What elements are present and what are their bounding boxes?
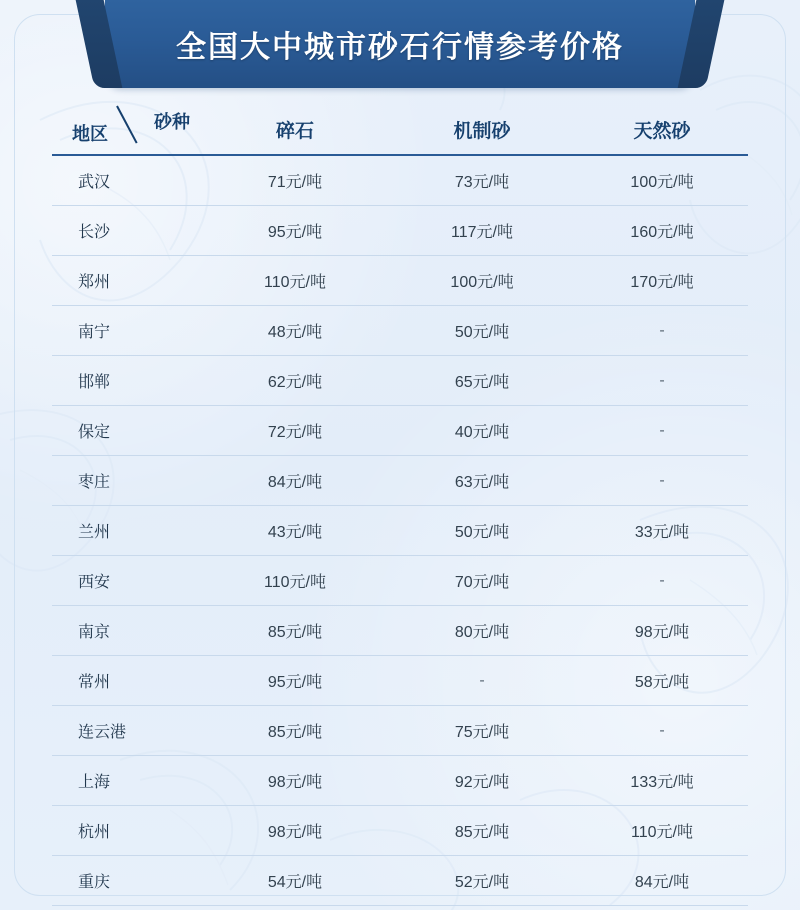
cell-natural-sand: 33元/吨 bbox=[576, 506, 748, 556]
cell-crushed-stone: 95元/吨 bbox=[202, 206, 388, 256]
cell-natural-sand: - bbox=[576, 406, 748, 456]
cell-manufactured-sand: - bbox=[388, 656, 576, 706]
cell-natural-sand: - bbox=[576, 706, 748, 756]
table-row bbox=[52, 656, 748, 706]
column-header-1: 机制砂 bbox=[388, 104, 576, 155]
cell-crushed-stone: 62元/吨 bbox=[202, 356, 388, 406]
cell-natural-sand: 58元/吨 bbox=[576, 656, 748, 706]
row-region: 郑州 bbox=[52, 256, 202, 306]
cell-natural-sand: - bbox=[576, 356, 748, 406]
cell-crushed-stone: 71元/吨 bbox=[202, 155, 388, 206]
table-row bbox=[52, 606, 748, 656]
cell-manufactured-sand: 92元/吨 bbox=[388, 756, 576, 806]
table-row bbox=[52, 256, 748, 306]
cell-manufactured-sand: 80元/吨 bbox=[388, 606, 576, 656]
row-region: 南京 bbox=[52, 606, 202, 656]
cell-crushed-stone: 48元/吨 bbox=[202, 306, 388, 356]
column-header-2: 天然砂 bbox=[576, 104, 748, 155]
cell-natural-sand: 110元/吨 bbox=[576, 806, 748, 856]
table-row bbox=[52, 856, 748, 906]
table-header bbox=[52, 104, 748, 155]
cell-crushed-stone: 72元/吨 bbox=[202, 406, 388, 456]
row-region: 南宁 bbox=[52, 306, 202, 356]
cell-manufactured-sand: 73元/吨 bbox=[388, 155, 576, 206]
corner-row-label: 地区 bbox=[72, 124, 108, 144]
cell-natural-sand: 133元/吨 bbox=[576, 756, 748, 806]
cell-natural-sand: 160元/吨 bbox=[576, 206, 748, 256]
cell-manufactured-sand: 52元/吨 bbox=[388, 856, 576, 906]
row-region: 常州 bbox=[52, 656, 202, 706]
table-row bbox=[52, 155, 748, 206]
cell-crushed-stone: 84元/吨 bbox=[202, 456, 388, 506]
cell-manufactured-sand: 50元/吨 bbox=[388, 506, 576, 556]
cell-manufactured-sand: 100元/吨 bbox=[388, 256, 576, 306]
cell-crushed-stone: 85元/吨 bbox=[202, 606, 388, 656]
table-row bbox=[52, 756, 748, 806]
price-table bbox=[52, 104, 748, 906]
cell-natural-sand: - bbox=[576, 306, 748, 356]
table-row bbox=[52, 456, 748, 506]
cell-manufactured-sand: 50元/吨 bbox=[388, 306, 576, 356]
row-region: 杭州 bbox=[52, 806, 202, 856]
table-row bbox=[52, 356, 748, 406]
cell-natural-sand: 100元/吨 bbox=[576, 155, 748, 206]
row-region: 上海 bbox=[52, 756, 202, 806]
cell-crushed-stone: 54元/吨 bbox=[202, 856, 388, 906]
cell-natural-sand: - bbox=[576, 556, 748, 606]
cell-natural-sand: - bbox=[576, 456, 748, 506]
diagonal-divider-icon bbox=[116, 106, 137, 144]
corner-col-label: 砂种 bbox=[154, 112, 190, 132]
row-region: 连云港 bbox=[52, 706, 202, 756]
cell-crushed-stone: 98元/吨 bbox=[202, 806, 388, 856]
table-row bbox=[52, 806, 748, 856]
cell-crushed-stone: 110元/吨 bbox=[202, 556, 388, 606]
cell-manufactured-sand: 63元/吨 bbox=[388, 456, 576, 506]
row-region: 兰州 bbox=[52, 506, 202, 556]
row-region: 邯郸 bbox=[52, 356, 202, 406]
cell-natural-sand: 170元/吨 bbox=[576, 256, 748, 306]
table-header-row bbox=[52, 104, 748, 155]
table-corner-header bbox=[52, 104, 202, 155]
cell-crushed-stone: 95元/吨 bbox=[202, 656, 388, 706]
cell-manufactured-sand: 70元/吨 bbox=[388, 556, 576, 606]
header-banner-area bbox=[0, 0, 800, 100]
cell-crushed-stone: 98元/吨 bbox=[202, 756, 388, 806]
cell-crushed-stone: 43元/吨 bbox=[202, 506, 388, 556]
table-row bbox=[52, 706, 748, 756]
cell-natural-sand: 84元/吨 bbox=[576, 856, 748, 906]
row-region: 重庆 bbox=[52, 856, 202, 906]
page-title: 全国大中城市砂石行情参考价格 bbox=[176, 31, 624, 64]
cell-manufactured-sand: 75元/吨 bbox=[388, 706, 576, 756]
table-row bbox=[52, 306, 748, 356]
cell-manufactured-sand: 117元/吨 bbox=[388, 206, 576, 256]
column-header-0: 碎石 bbox=[202, 104, 388, 155]
corner-split-label bbox=[72, 108, 190, 144]
row-region: 西安 bbox=[52, 556, 202, 606]
row-region: 长沙 bbox=[52, 206, 202, 256]
price-table-container bbox=[52, 104, 748, 906]
row-region: 武汉 bbox=[52, 155, 202, 206]
row-region: 保定 bbox=[52, 406, 202, 456]
row-region: 枣庄 bbox=[52, 456, 202, 506]
cell-manufactured-sand: 65元/吨 bbox=[388, 356, 576, 406]
table-row bbox=[52, 556, 748, 606]
table-row bbox=[52, 406, 748, 456]
cell-crushed-stone: 85元/吨 bbox=[202, 706, 388, 756]
cell-natural-sand: 98元/吨 bbox=[576, 606, 748, 656]
table-row bbox=[52, 506, 748, 556]
cell-manufactured-sand: 85元/吨 bbox=[388, 806, 576, 856]
table-row bbox=[52, 206, 748, 256]
cell-crushed-stone: 110元/吨 bbox=[202, 256, 388, 306]
cell-manufactured-sand: 40元/吨 bbox=[388, 406, 576, 456]
table-body bbox=[52, 155, 748, 906]
